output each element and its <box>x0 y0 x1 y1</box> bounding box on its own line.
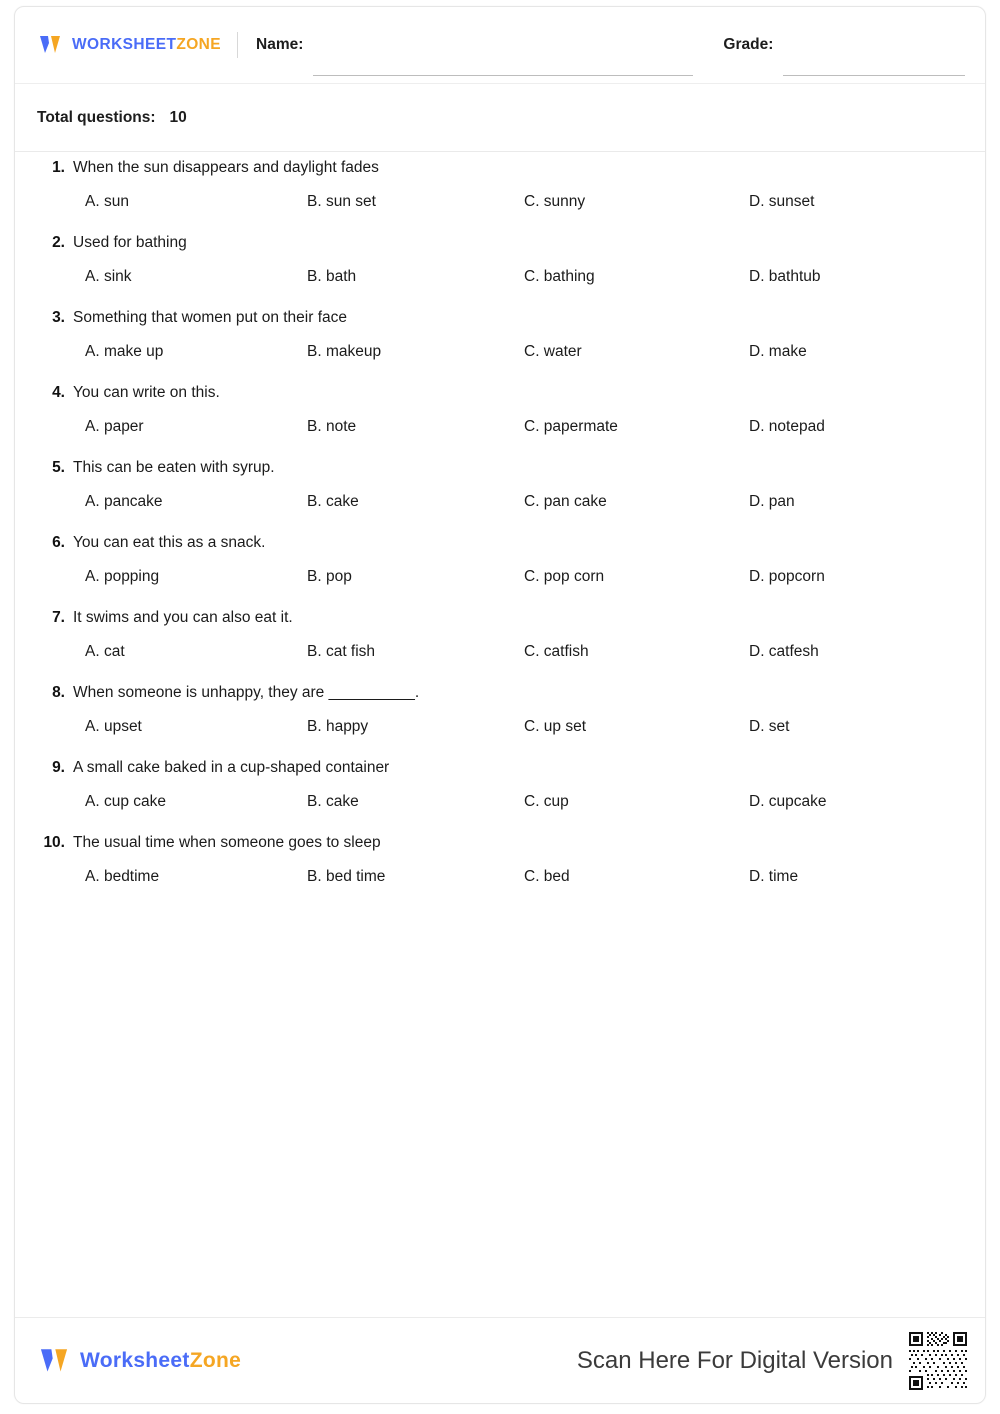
worksheet-header <box>15 7 985 83</box>
choice-row <box>37 568 963 586</box>
question-number: 2. <box>52 234 65 251</box>
total-questions-value: 10 <box>169 108 187 126</box>
name-label: Name: <box>256 36 304 53</box>
choice-row <box>37 868 963 886</box>
question-line <box>37 309 963 327</box>
question-item <box>37 684 963 736</box>
choice-option-b[interactable]: B. pop <box>307 568 352 585</box>
question-number: 9. <box>52 759 65 776</box>
choice-option-c[interactable]: C. bed <box>524 868 570 885</box>
worksheet-footer <box>15 1317 985 1403</box>
w-logo-icon <box>37 32 63 58</box>
choice-option-d[interactable]: D. catfesh <box>749 643 819 660</box>
choice-option-d[interactable]: D. set <box>749 718 790 735</box>
choice-row <box>37 268 963 286</box>
total-questions-bar <box>15 83 985 152</box>
choice-option-d[interactable]: D. make <box>749 343 807 360</box>
question-item <box>37 534 963 586</box>
choice-option-a[interactable]: A. sink <box>85 268 132 285</box>
choice-row <box>37 718 963 736</box>
choice-row <box>37 493 963 511</box>
choice-option-c[interactable]: C. sunny <box>524 193 586 210</box>
choice-option-b[interactable]: B. cake <box>307 493 359 510</box>
questions-list <box>15 159 985 909</box>
question-text: Something that women put on their face <box>73 309 347 326</box>
scan-instruction-text: Scan Here For Digital Version <box>576 1346 893 1374</box>
choice-row <box>37 643 963 661</box>
choice-option-b[interactable]: B. cake <box>307 793 359 810</box>
question-line <box>37 759 963 777</box>
choice-option-c[interactable]: C. up set <box>524 718 587 735</box>
choice-option-a[interactable]: A. pancake <box>85 493 163 510</box>
choice-option-a[interactable]: A. sun <box>85 193 129 210</box>
brand-logo <box>37 32 221 58</box>
question-item <box>37 609 963 661</box>
choice-row <box>37 418 963 436</box>
choice-option-d[interactable]: D. pan <box>749 493 795 510</box>
choice-row <box>37 343 963 361</box>
choice-option-b[interactable]: B. note <box>307 418 357 435</box>
choice-option-c[interactable]: C. pan cake <box>524 493 607 510</box>
choice-option-c[interactable]: C. pop corn <box>524 568 605 585</box>
question-line <box>37 159 963 177</box>
question-item <box>37 459 963 511</box>
question-line <box>37 459 963 477</box>
question-number: 5. <box>52 459 65 476</box>
choice-option-b[interactable]: B. happy <box>307 718 369 735</box>
choice-option-b[interactable]: B. bed time <box>307 868 386 885</box>
choice-option-a[interactable]: A. bedtime <box>85 868 160 885</box>
grade-input-line[interactable] <box>783 75 965 76</box>
question-line <box>37 234 963 252</box>
brand-logo-text-secondary: ZONE <box>176 36 222 53</box>
question-item <box>37 309 963 361</box>
question-line <box>37 384 963 402</box>
choice-option-a[interactable]: A. cup cake <box>85 793 166 810</box>
qr-code-icon[interactable] <box>909 1332 967 1390</box>
choice-option-c[interactable]: C. catfish <box>524 643 589 660</box>
question-number: 3. <box>52 309 65 326</box>
question-text: When someone is unhappy, they are __________. <box>73 684 420 701</box>
question-text: When the sun disappears and daylight fades <box>73 159 379 176</box>
choice-option-a[interactable]: A. paper <box>85 418 144 435</box>
header-divider <box>237 32 238 58</box>
question-line <box>37 834 963 852</box>
total-questions-label: Total questions: <box>37 108 156 126</box>
footer-brand-logo-text <box>80 1349 241 1373</box>
choice-option-b[interactable]: B. sun set <box>307 193 376 210</box>
choice-option-d[interactable]: D. sunset <box>749 193 815 210</box>
choice-option-d[interactable]: D. popcorn <box>749 568 825 585</box>
question-number: 7. <box>52 609 65 626</box>
grade-label: Grade: <box>723 36 774 53</box>
choice-option-b[interactable]: B. bath <box>307 268 357 285</box>
w-logo-icon <box>37 1344 71 1378</box>
question-number: 4. <box>52 384 65 401</box>
choice-row <box>37 193 963 211</box>
question-item <box>37 159 963 211</box>
choice-option-b[interactable]: B. makeup <box>307 343 382 360</box>
choice-option-b[interactable]: B. cat fish <box>307 643 376 660</box>
footer-brand-text-primary: Worksheet <box>80 1348 190 1372</box>
question-text: This can be eaten with syrup. <box>73 459 275 476</box>
question-text: A small cake baked in a cup-shaped container <box>73 759 390 776</box>
question-line <box>37 684 963 702</box>
brand-logo-text <box>72 36 221 54</box>
question-text: You can write on this. <box>73 384 220 401</box>
choice-option-a[interactable]: A. make up <box>85 343 164 360</box>
question-text: You can eat this as a snack. <box>73 534 266 551</box>
question-item <box>37 234 963 286</box>
choice-option-a[interactable]: A. cat <box>85 643 125 660</box>
footer-brand-logo <box>37 1344 241 1378</box>
choice-option-d[interactable]: D. time <box>749 868 799 885</box>
brand-logo-text-primary: WORKSHEET <box>72 36 177 53</box>
question-text: The usual time when someone goes to sleep <box>73 834 381 851</box>
question-number: 6. <box>52 534 65 551</box>
choice-option-d[interactable]: D. notepad <box>749 418 825 435</box>
choice-row <box>37 793 963 811</box>
question-item <box>37 384 963 436</box>
question-line <box>37 609 963 627</box>
question-item <box>37 759 963 811</box>
question-text: Used for bathing <box>73 234 187 251</box>
name-input-line[interactable] <box>313 75 693 76</box>
question-number: 10. <box>43 834 65 851</box>
choice-option-c[interactable]: C. papermate <box>524 418 618 435</box>
question-number: 1. <box>52 159 65 176</box>
footer-brand-text-secondary: Zone <box>189 1348 242 1372</box>
choice-option-a[interactable]: A. upset <box>85 718 142 735</box>
choice-option-c[interactable]: C. bathing <box>524 268 595 285</box>
question-text: It swims and you can also eat it. <box>73 609 293 626</box>
question-item <box>37 834 963 886</box>
choice-option-c[interactable]: C. water <box>524 343 582 360</box>
choice-option-d[interactable]: D. bathtub <box>749 268 821 285</box>
worksheet-sheet <box>14 6 986 1404</box>
choice-option-d[interactable]: D. cupcake <box>749 793 827 810</box>
choice-option-c[interactable]: C. cup <box>524 793 569 810</box>
choice-option-a[interactable]: A. popping <box>85 568 160 585</box>
question-number: 8. <box>52 684 65 701</box>
question-line <box>37 534 963 552</box>
